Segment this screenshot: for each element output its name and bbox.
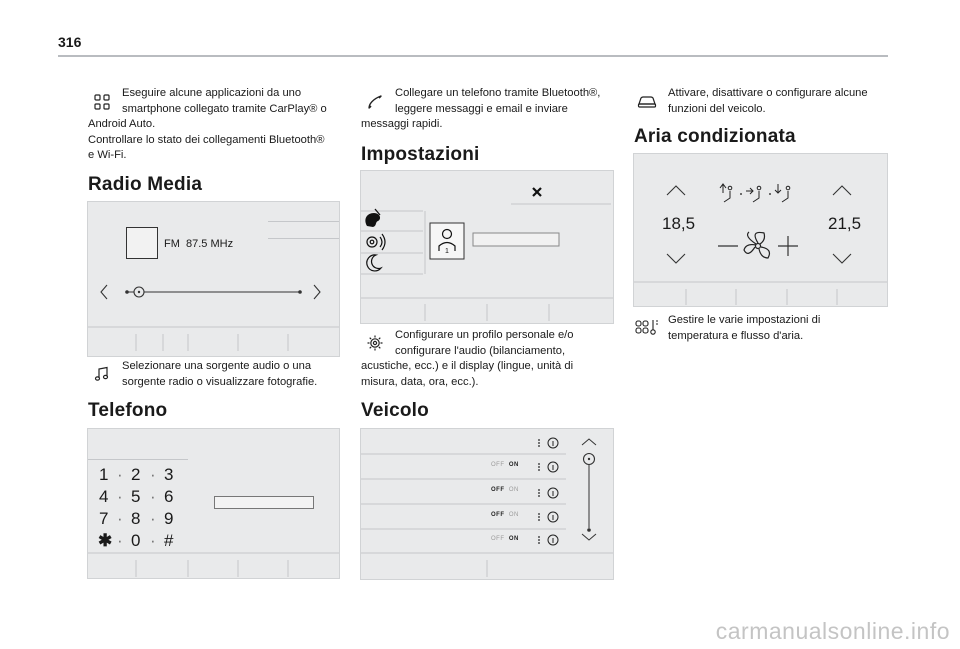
toggle-row-2[interactable]: OFF ON	[491, 487, 519, 493]
svg-text:1: 1	[445, 248, 449, 255]
vehicle-description: Attivare, disattivare o configurare alcune funzioni del veicolo.	[668, 87, 868, 115]
right-temp-up-icon[interactable]	[833, 186, 851, 195]
settings-description: Configurare un profilo personale e/o configurare l'audio (bilanciamento, acustiche, ecc.) e il display (lingue, unità di misura, data, ora, ecc.).	[361, 329, 574, 388]
phone-description: Collegare un telefono tramite Bluetooth®, leggere messaggi e email e inviare messaggi rapidi.	[361, 87, 601, 131]
row-controls	[538, 439, 540, 544]
previous-icon[interactable]	[101, 285, 107, 299]
radio-media-heading: Radio Media	[88, 174, 203, 195]
radio-band-frequency: FM 87.5 MHz	[164, 238, 234, 250]
left-temp-down-icon[interactable]	[667, 254, 685, 263]
header-rule	[58, 55, 888, 57]
page-number: 316	[58, 34, 82, 50]
left-temperature: 18,5	[662, 214, 696, 233]
palette-icon[interactable]	[365, 209, 380, 227]
right-temp-down-icon[interactable]	[833, 254, 851, 263]
vehicle-functions-screen	[360, 428, 614, 580]
scroll-down-icon[interactable]	[582, 534, 596, 540]
left-temp-up-icon[interactable]	[667, 186, 685, 195]
climate-description: Gestire le varie impostazioni di temperatura e flusso d'aria.	[668, 314, 821, 342]
telefono-heading: Telefono	[88, 400, 168, 421]
right-temperature: 21,5	[828, 214, 862, 233]
audio-settings-icon[interactable]	[367, 234, 385, 250]
toggle-row-1[interactable]: OFF ON	[491, 462, 519, 468]
impostazioni-heading: Impostazioni	[361, 144, 480, 165]
scroll-up-icon[interactable]	[582, 439, 596, 445]
night-mode-icon[interactable]	[367, 255, 381, 271]
radio-description: Selezionare una sorgente audio o una sorgente radio o visualizzare fotografie.	[122, 360, 318, 388]
watermark: carmanualsonline.info	[715, 618, 950, 644]
fan-speed-icon	[744, 232, 769, 258]
radio-media-screen	[87, 201, 340, 357]
toggle-row-3[interactable]: OFF ON	[491, 512, 519, 518]
apps-description: Eseguire alcune applicazioni da uno smartphone collegato tramite CarPlay® o Android Auto. Controllare lo stato dei collegamenti Bluetooth® e Wi-Fi.	[88, 87, 327, 162]
next-icon[interactable]	[314, 285, 320, 299]
settings-screen	[360, 170, 614, 324]
climate-screen	[633, 153, 888, 307]
airflow-mode-icons[interactable]	[720, 184, 790, 202]
toggle-row-4[interactable]: OFF ON	[491, 536, 519, 542]
veicolo-heading: Veicolo	[361, 400, 429, 421]
aria-condizionata-heading: Aria condizionata	[634, 126, 796, 147]
phone-keypad-screen: 1 · 2 · 3 4 · 5 · 6 7 · 8 · 9 ✱ · 0 · #	[87, 428, 340, 579]
close-icon[interactable]	[533, 188, 541, 196]
profile-name-field[interactable]	[473, 233, 559, 246]
